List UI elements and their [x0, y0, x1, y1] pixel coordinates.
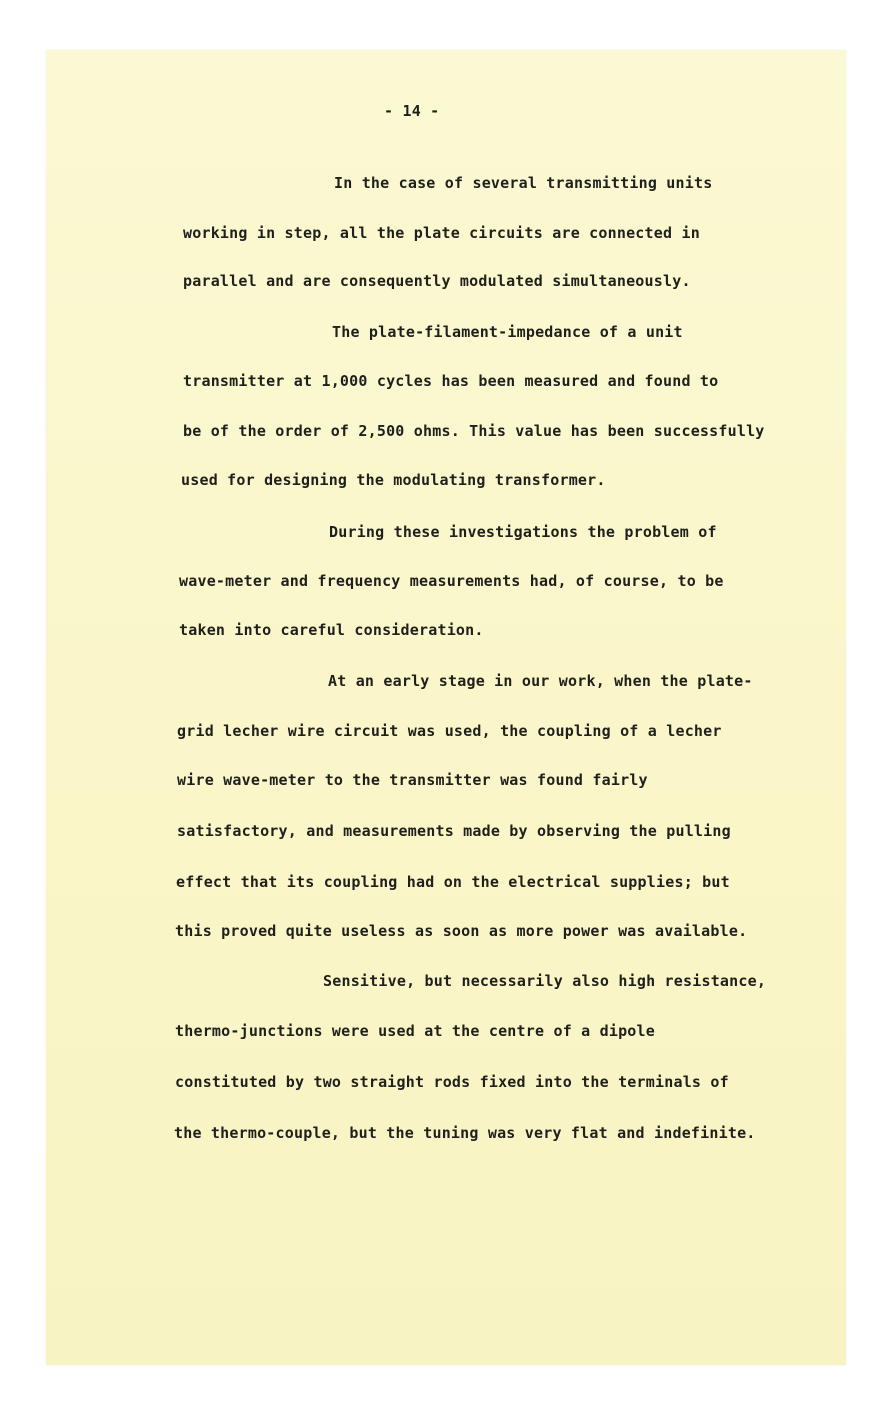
- paragraph-3-line-3: taken into careful consideration.: [179, 621, 484, 639]
- paragraph-2-line-4: used for designing the modulating transformer.: [181, 471, 606, 489]
- paragraph-3-line-2: wave-meter and frequency measurements had, of course, to be: [179, 572, 724, 590]
- paragraph-4-line-1: At an early stage in our work, when the plate-: [328, 672, 753, 690]
- paragraph-5-line-4: the thermo-couple, but the tuning was very flat and indefinite.: [174, 1124, 756, 1142]
- paragraph-4-line-2: grid lecher wire circuit was used, the coupling of a lecher: [177, 722, 722, 740]
- paragraph-1-line-2: working in step, all the plate circuits are connected in: [183, 224, 700, 242]
- paragraph-5-line-2: thermo-junctions were used at the centre of a dipole: [175, 1022, 655, 1040]
- paragraph-2-line-3: be of the order of 2,500 ohms. This value has been successfully: [183, 422, 765, 440]
- paragraph-1-line-3: parallel and are consequently modulated simultaneously.: [183, 272, 691, 290]
- paragraph-2-line-2: transmitter at 1,000 cycles has been measured and found to: [183, 372, 719, 390]
- paragraph-4-line-6: this proved quite useless as soon as more power was available.: [175, 922, 748, 940]
- page-number: - 14 -: [384, 102, 440, 120]
- document-page: [46, 50, 846, 1365]
- paragraph-5-line-1: Sensitive, but necessarily also high resistance,: [323, 972, 767, 990]
- paragraph-2-line-1: The plate-filament-impedance of a unit: [332, 323, 683, 341]
- paragraph-5-line-3: constituted by two straight rods fixed into the terminals of: [175, 1073, 729, 1091]
- paragraph-1-line-1: In the case of several transmitting units: [334, 174, 713, 192]
- paragraph-3-line-1: During these investigations the problem of: [329, 523, 717, 541]
- paragraph-4-line-4: satisfactory, and measurements made by observing the pulling: [177, 822, 731, 840]
- paragraph-4-line-3: wire wave-meter to the transmitter was found fairly: [177, 771, 648, 789]
- paragraph-4-line-5: effect that its coupling had on the electrical supplies; but: [176, 873, 730, 891]
